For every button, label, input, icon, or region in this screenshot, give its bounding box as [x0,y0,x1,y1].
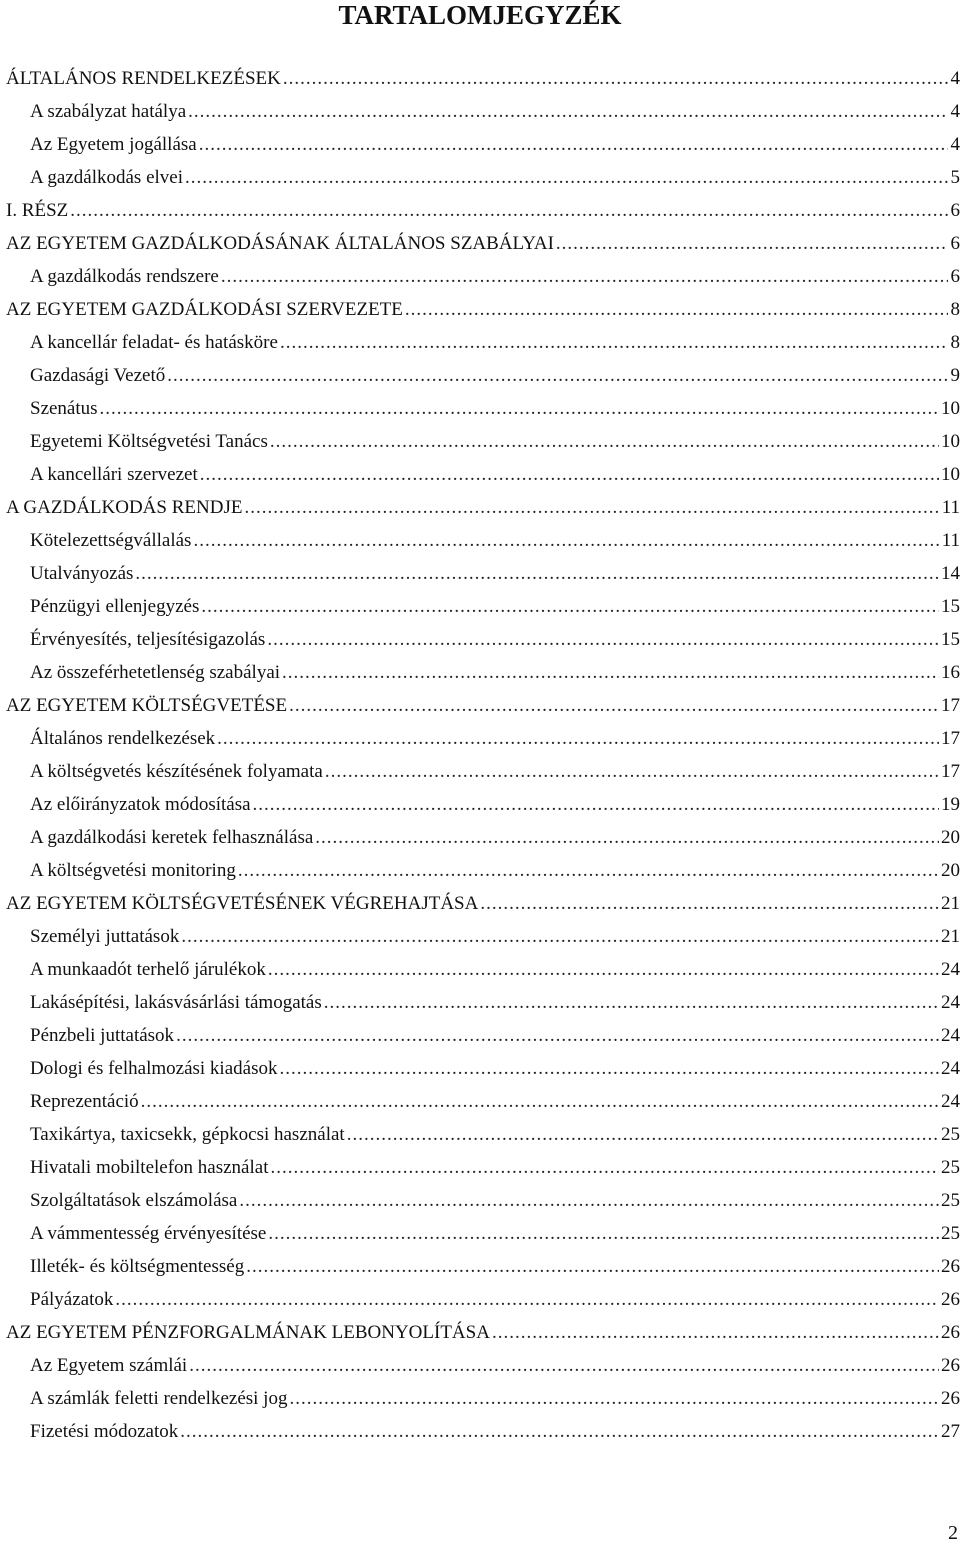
toc-entry-page: 4 [950,133,960,155]
toc-entry[interactable] [6,1052,960,1085]
toc-entry-label: A vámmentesség érvényesítése [30,1222,267,1244]
toc-entry-label: Utalványozás [30,562,134,584]
toc-dot-leader [270,1157,939,1179]
toc-dot-leader [201,596,939,618]
toc-entry-page: 24 [941,1090,960,1112]
toc-entry[interactable] [6,458,960,491]
toc-dot-leader [279,1058,939,1080]
toc-dot-leader [268,959,939,981]
toc-entry[interactable] [6,62,960,95]
toc-entry[interactable] [6,590,960,623]
page-number: 2 [948,1522,958,1544]
toc-entry[interactable] [6,722,960,755]
toc-entry-label: Pénzbeli juttatások [30,1024,175,1046]
toc-entry[interactable] [6,95,960,128]
toc-entry[interactable] [6,392,960,425]
toc-entry-label: A kancellári szervezet [30,463,198,485]
toc-entry-page: 10 [941,430,960,452]
toc-entry-label: A GAZDÁLKODÁS RENDJE [6,496,243,518]
toc-entry-page: 17 [941,727,960,749]
toc-entry-label: Illeték- és költségmentesség [30,1255,245,1277]
toc-entry-label: Pénzügyi ellenjegyzés [30,595,200,617]
toc-dot-leader [280,332,948,354]
toc-entry[interactable] [6,821,960,854]
toc-entry[interactable] [6,1250,960,1283]
toc-entry-label: Kötelezettségvállalás [30,529,192,551]
toc-dot-leader [239,1190,939,1212]
toc-entry-page: 24 [941,958,960,980]
toc-entry-page: 16 [941,661,960,683]
toc-dot-leader [270,431,939,453]
toc-entry-page: 26 [941,1288,960,1310]
toc-entry-label: Az összeférhetetlenség szabályai [30,661,281,683]
toc-entry-page: 20 [941,826,960,848]
toc-entry[interactable] [6,128,960,161]
toc-dot-leader [176,1025,939,1047]
toc-entry[interactable] [6,425,960,458]
toc-entry[interactable] [6,260,960,293]
toc-entry-label: Érvényesítés, teljesítésigazolás [30,628,266,650]
toc-entry-page: 6 [950,199,960,221]
toc-dot-leader [180,1421,939,1443]
toc-dot-leader [221,266,948,288]
toc-entry[interactable] [6,359,960,392]
toc-entry-page: 26 [941,1321,960,1343]
toc-entry-label: AZ EGYETEM GAZDÁLKODÁSI SZERVEZETE [6,298,403,320]
toc-entry-label: A számlák feletti rendelkezési jog [30,1387,288,1409]
toc-entry-page: 25 [941,1189,960,1211]
toc-entry-label: AZ EGYETEM KÖLTSÉGVETÉSÉNEK VÉGREHAJTÁSA [6,892,479,914]
toc-entry-page: 25 [941,1123,960,1145]
toc-entry[interactable] [6,953,960,986]
toc-entry[interactable] [6,1349,960,1382]
toc-entry-page: 26 [941,1255,960,1277]
toc-entry-label: A szabályzat hatálya [30,100,187,122]
toc-entry-page: 8 [950,331,960,353]
toc-entry-label: Gazdasági Vezető [30,364,166,386]
toc-entry-page: 21 [941,925,960,947]
toc-entry-page: 4 [950,67,960,89]
toc-entry-page: 6 [950,232,960,254]
toc-dot-leader [135,563,939,585]
toc-dot-leader [253,794,939,816]
toc-entry-page: 24 [941,1024,960,1046]
toc-entry[interactable] [6,1085,960,1118]
toc-entry[interactable] [6,623,960,656]
toc-entry[interactable] [6,920,960,953]
toc-entry[interactable] [6,1283,960,1316]
toc-entry[interactable] [6,1184,960,1217]
table-of-contents [6,62,960,1448]
toc-entry-label: A gazdálkodás elvei [30,166,184,188]
toc-dot-leader [185,167,948,189]
toc-dot-leader [244,497,939,519]
toc-dot-leader [405,299,948,321]
toc-entry[interactable] [6,161,960,194]
toc-dot-leader [200,464,939,486]
toc-entry-page: 5 [950,166,960,188]
toc-entry[interactable] [6,689,960,722]
toc-entry[interactable] [6,1316,960,1349]
toc-entry-page: 21 [941,892,960,914]
toc-entry-page: 27 [941,1420,960,1442]
toc-entry[interactable] [6,524,960,557]
toc-entry-label: Egyetemi Költségvetési Tanács [30,430,268,452]
toc-entry-label: Pályázatok [30,1288,114,1310]
toc-dot-leader [324,992,939,1014]
toc-entry-label: Lakásépítési, lakásvásárlási támogatás [30,991,322,1013]
toc-dot-leader [283,68,948,90]
toc-dot-leader [289,1388,939,1410]
toc-entry[interactable] [6,1217,960,1250]
toc-entry-label: Taxikártya, taxicsekk, gépkocsi használat [30,1123,345,1145]
toc-entry-page: 10 [941,397,960,419]
toc-entry-label: ÁLTALÁNOS RENDELKEZÉSEK [6,67,281,89]
toc-dot-leader [199,134,948,156]
toc-entry-label: A gazdálkodási keretek felhasználása [30,826,314,848]
toc-entry-label: Általános rendelkezések [30,727,216,749]
toc-entry-label: Szolgáltatások elszámolása [30,1189,238,1211]
toc-entry-label: A gazdálkodás rendszere [30,265,219,287]
toc-entry-label: AZ EGYETEM KÖLTSÉGVETÉSE [6,694,288,716]
toc-entry-page: 17 [941,760,960,782]
toc-entry-label: Az Egyetem számlái [30,1354,188,1376]
toc-dot-leader [181,926,939,948]
toc-entry-label: Reprezentáció [30,1090,139,1112]
toc-entry-page: 6 [950,265,960,287]
toc-entry[interactable] [6,194,960,227]
toc-dot-leader [556,233,948,255]
page-title: TARTALOMJEGYZÉK [338,0,622,30]
toc-entry-page: 25 [941,1222,960,1244]
toc-dot-leader [100,398,939,420]
toc-entry-page: 15 [941,595,960,617]
toc-entry-label: Az Egyetem jogállása [30,133,197,155]
toc-entry-page: 14 [941,562,960,584]
toc-entry-label: Fizetési módozatok [30,1420,179,1442]
toc-dot-leader [347,1124,939,1146]
toc-entry-page: 26 [941,1387,960,1409]
toc-dot-leader [167,365,948,387]
toc-entry-label: A munkaadót terhelő járulékok [30,958,266,980]
toc-entry[interactable] [6,1118,960,1151]
toc-entry[interactable] [6,1382,960,1415]
toc-entry-page: 4 [950,100,960,122]
toc-entry-label: A költségvetési monitoring [30,859,236,881]
toc-entry-page: 8 [950,298,960,320]
toc-entry-page: 11 [941,529,960,551]
toc-entry-page: 17 [941,694,960,716]
toc-entry-label: A kancellár feladat- és hatásköre [30,331,278,353]
toc-dot-leader [268,1223,939,1245]
toc-entry-page: 15 [941,628,960,650]
toc-entry[interactable] [6,557,960,590]
toc-entry[interactable] [6,227,960,260]
toc-entry-label: I. RÉSZ [6,199,69,221]
toc-entry[interactable] [6,755,960,788]
toc-entry-page: 26 [941,1354,960,1376]
toc-entry-label: Személyi juttatások [30,925,180,947]
toc-dot-leader [189,1355,939,1377]
toc-dot-leader [246,1256,939,1278]
toc-entry-label: Az előirányzatok módosítása [30,793,251,815]
toc-entry[interactable] [6,986,960,1019]
toc-entry-label: Dologi és felhalmozási kiadások [30,1057,278,1079]
toc-entry[interactable] [6,887,960,920]
toc-entry[interactable] [6,1019,960,1052]
toc-entry-label: Szenátus [30,397,98,419]
toc-dot-leader [492,1322,939,1344]
toc-entry-page: 11 [941,496,960,518]
toc-dot-leader [325,761,939,783]
toc-dot-leader [267,629,939,651]
toc-dot-leader [193,530,939,552]
toc-entry-page: 10 [941,463,960,485]
toc-entry-label: Hivatali mobiltelefon használat [30,1156,269,1178]
toc-dot-leader [289,695,939,717]
toc-entry-label: AZ EGYETEM PÉNZFORGALMÁNAK LEBONYOLÍTÁSA [6,1321,490,1343]
toc-entry[interactable] [6,854,960,887]
toc-entry[interactable] [6,1151,960,1184]
toc-dot-leader [282,662,939,684]
toc-entry-page: 24 [941,991,960,1013]
toc-dot-leader [238,860,939,882]
toc-dot-leader [315,827,939,849]
toc-entry-page: 25 [941,1156,960,1178]
toc-dot-leader [141,1091,939,1113]
toc-entry[interactable] [6,788,960,821]
toc-entry[interactable] [6,1415,960,1448]
toc-entry[interactable] [6,293,960,326]
toc-dot-leader [115,1289,939,1311]
toc-dot-leader [188,101,948,123]
toc-dot-leader [217,728,939,750]
toc-dot-leader [70,200,948,222]
toc-entry-page: 20 [941,859,960,881]
toc-entry-page: 9 [950,364,960,386]
toc-dot-leader [480,893,939,915]
toc-entry-page: 19 [941,793,960,815]
toc-entry-label: AZ EGYETEM GAZDÁLKODÁSÁNAK ÁLTALÁNOS SZABÁLYAI [6,232,554,254]
toc-entry[interactable] [6,326,960,359]
toc-entry-label: A költségvetés készítésének folyamata [30,760,323,782]
toc-entry[interactable] [6,491,960,524]
toc-entry-page: 24 [941,1057,960,1079]
toc-entry[interactable] [6,656,960,689]
